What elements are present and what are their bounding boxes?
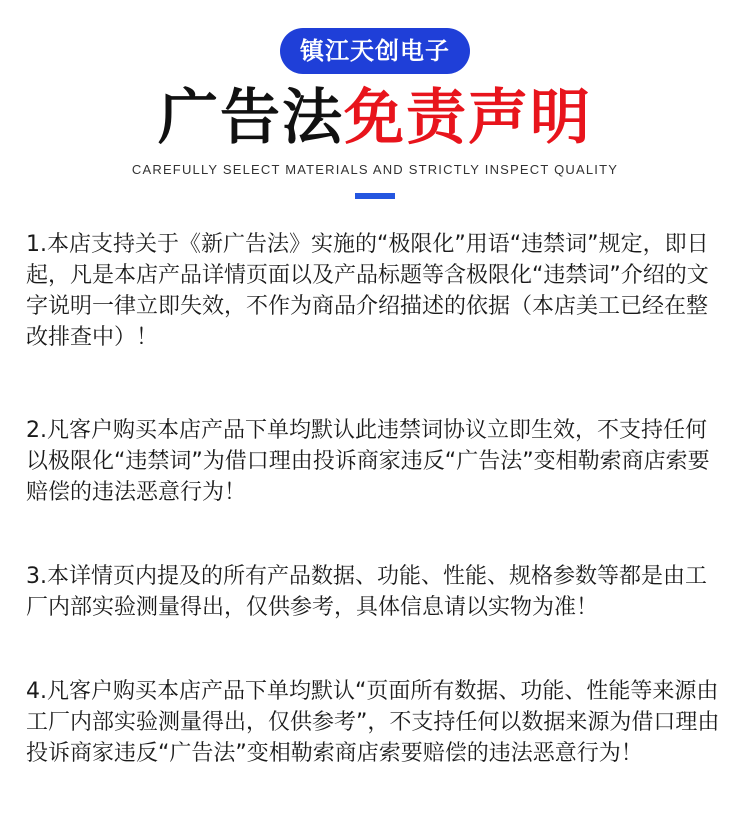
disclaimer-paragraph-2: 2.凡客户购买本店产品下单均默认此违禁词协议立即生效，不支持任何以极限化“违禁词”为借口理由投诉商家违反“广告法”变相勒索商店索要赔偿的违法恶意行为！: [26, 418, 710, 505]
page-subtitle: CAREFULLY SELECT MATERIALS AND STRICTLY INSPECT QUALITY: [131, 162, 619, 177]
disclaimer-paragraph-3: 3.本详情页内提及的所有产品数据、功能、性能、规格参数等都是由工厂内部实验测量得出，仅供参考，具体信息请以实物为准！: [26, 564, 707, 620]
title-red-part: 免责声明: [344, 83, 592, 153]
title-black-part: 广告法: [158, 83, 344, 153]
disclaimer-paragraph-1: 1.本店支持关于《新广告法》实施的“极限化”用语“违禁词”规定，即日起，凡是本店产品详情页面以及产品标题等含极限化“违禁词”介绍的文字说明一律立即失效，不作为商品介绍描述的依据（本店美工已经在整改排查中）！: [26, 232, 709, 350]
page-title: [0, 82, 750, 154]
brand-badge: 镇江天创电子: [280, 28, 470, 74]
disclaimer-paragraph-4: 4.凡客户购买本店产品下单均默认“页面所有数据、功能、性能等来源由工厂内部实验测量得出，仅供参考”，不支持任何以数据来源为借口理由投诉商家违反“广告法”变相勒索商店索要赔偿的违法恶意行为！: [26, 679, 720, 766]
title-divider: [355, 193, 395, 199]
